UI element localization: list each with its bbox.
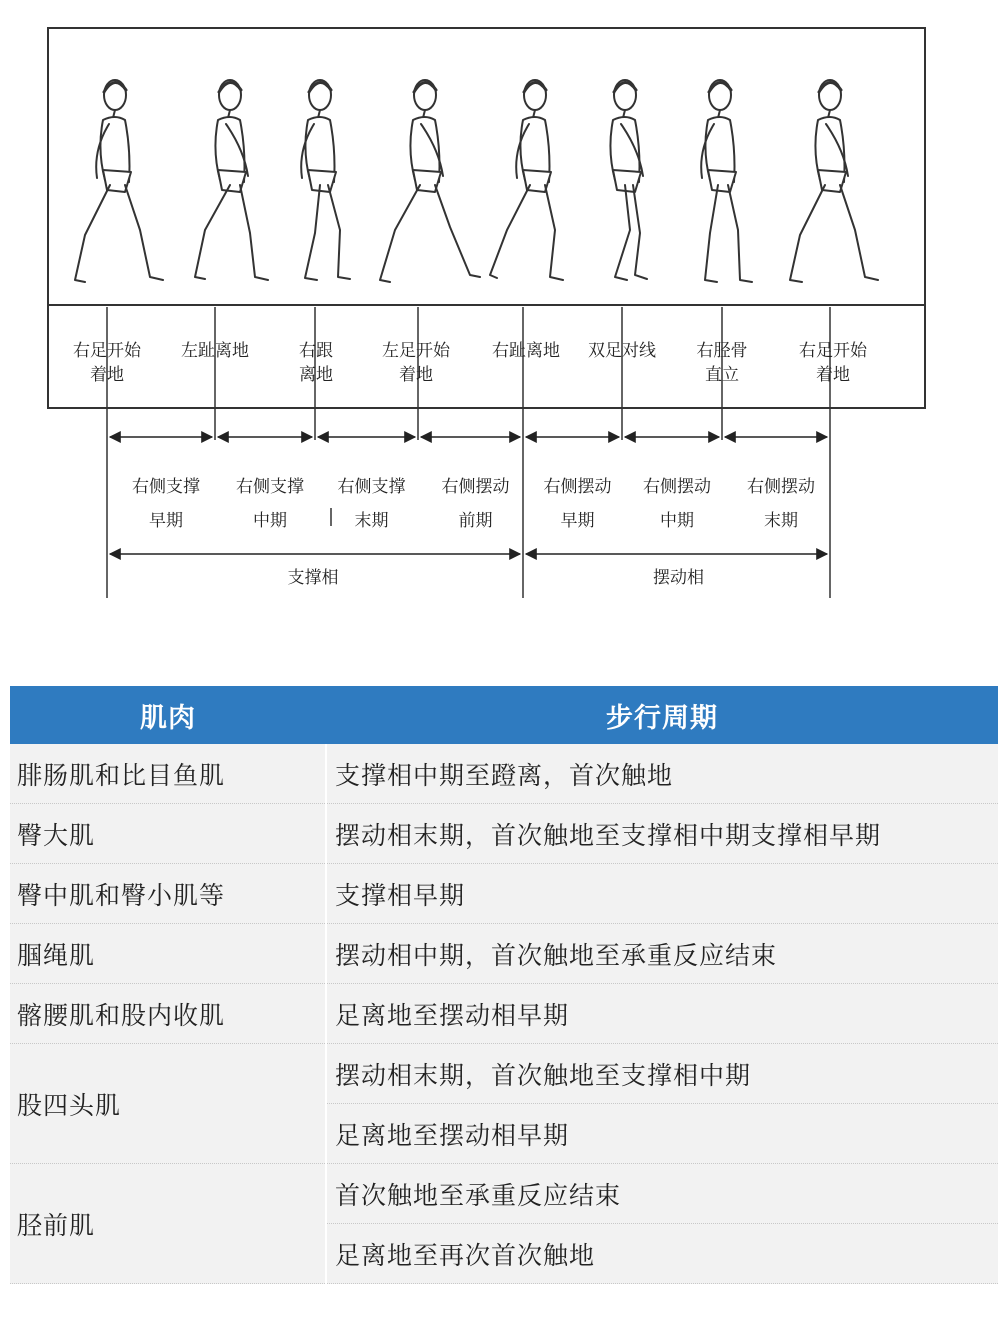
muscle-cell: 髂腰肌和股内收肌 (10, 984, 326, 1044)
walking-figure (701, 80, 752, 282)
table-row (10, 1044, 998, 1104)
event-label: 右跟离地 (299, 341, 333, 385)
walking-figure (195, 80, 268, 280)
table-row (10, 744, 998, 804)
gait-cycle-cell: 首次触地至承重反应结束 (326, 1164, 998, 1224)
event-label: 右足开始着地 (799, 341, 867, 385)
gait-cycle-cell: 摆动相中期，首次触地至承重反应结束 (326, 924, 998, 984)
gait-cycle-diagram (0, 0, 999, 610)
table-row (10, 924, 998, 984)
gait-cycle-cell: 支撑相中期至蹬离，首次触地 (326, 744, 998, 804)
event-label: 左足开始着地 (382, 341, 450, 385)
walking-figure (490, 80, 563, 280)
table-row (10, 984, 998, 1044)
gait-cycle-cell: 摆动相末期，首次触地至支撑相中期支撑相早期 (326, 804, 998, 864)
header-gait-cycle: 步行周期 (326, 686, 998, 744)
gait-cycle-cell: 足离地至再次首次触地 (326, 1224, 998, 1284)
phase-label: 支撑相 (287, 568, 339, 588)
muscle-cell: 胫前肌 (10, 1164, 326, 1284)
figure-frame (48, 28, 925, 408)
event-label: 右胫骨直立 (696, 341, 748, 385)
gait-cycle-cell: 足离地至摆动相早期 (326, 1104, 998, 1164)
subphase-label: 右侧摆动中期 (643, 477, 711, 531)
table-row (10, 1164, 998, 1224)
event-label: 右趾离地 (492, 341, 560, 361)
header-muscle: 肌肉 (10, 686, 326, 744)
gait-cycle-cell: 支撑相早期 (326, 864, 998, 924)
table-row (10, 864, 998, 924)
phase-label: 摆动相 (653, 568, 704, 588)
subphase-label: 右侧支撑末期 (337, 477, 406, 531)
muscle-cell: 臀大肌 (10, 804, 326, 864)
muscle-gait-table (10, 686, 998, 1284)
subphase-label: 右侧支撑中期 (236, 477, 304, 531)
walking-figure (380, 80, 480, 282)
muscle-cell: 臀中肌和臀小肌等 (10, 864, 326, 924)
walking-figure (790, 80, 878, 282)
muscle-cell: 股四头肌 (10, 1044, 326, 1164)
table-header-row (10, 686, 998, 744)
subphase-label: 右侧摆动前期 (441, 477, 510, 531)
muscle-cell: 腘绳肌 (10, 924, 326, 984)
gait-cycle-cell: 足离地至摆动相早期 (326, 984, 998, 1044)
walking-figure (610, 80, 647, 280)
subphase-label: 右侧支撑早期 (132, 477, 200, 531)
walking-figure (301, 80, 350, 280)
table-row (10, 804, 998, 864)
event-label: 双足对线 (588, 341, 656, 361)
subphase-label: 右侧摆动早期 (543, 477, 612, 531)
muscle-cell: 腓肠肌和比目鱼肌 (10, 744, 326, 804)
event-label: 右足开始着地 (73, 341, 141, 385)
event-label: 左趾离地 (181, 341, 249, 361)
subphase-label: 右侧摆动末期 (747, 477, 815, 531)
gait-cycle-cell: 摆动相末期，首次触地至支撑相中期 (326, 1044, 998, 1104)
walking-figure (75, 80, 163, 282)
